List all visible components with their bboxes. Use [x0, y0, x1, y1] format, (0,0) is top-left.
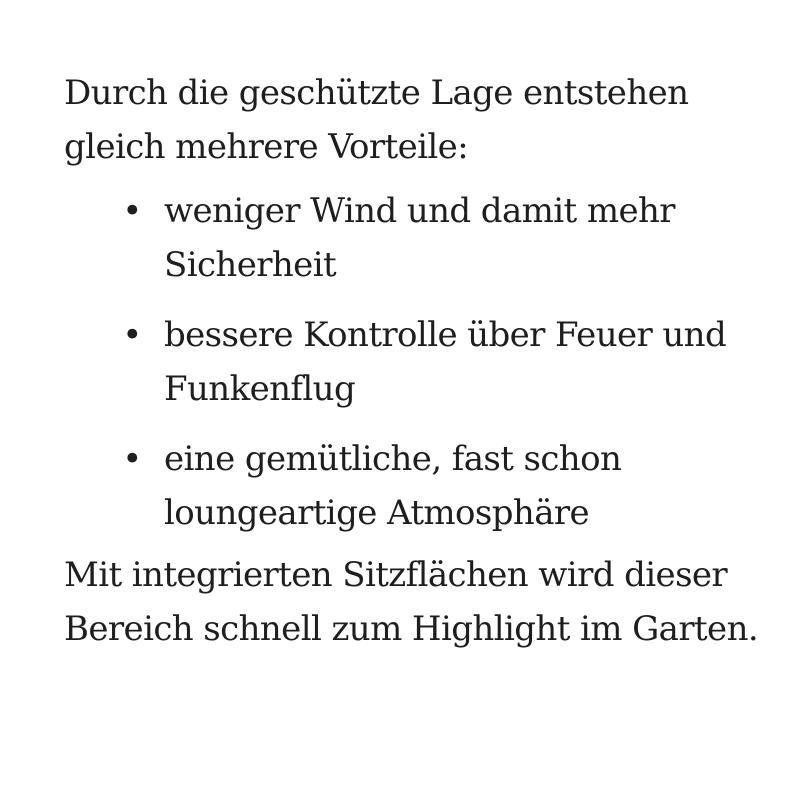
bullet-icon: •: [122, 315, 142, 355]
intro-paragraph: Durch die geschützte Lage entstehen gleich mehrere Vorteile:: [64, 73, 689, 167]
list-item: [64, 308, 764, 416]
list-item-text: eine gemütliche, fast schon loungeartige Atmosphäre: [164, 439, 622, 533]
list-item: [64, 184, 764, 292]
advantages-list: [64, 184, 764, 540]
bullet-icon: •: [122, 191, 142, 231]
bullet-icon: •: [122, 439, 142, 479]
list-item: [64, 432, 764, 540]
text-content: [64, 66, 764, 656]
outro-paragraph: Mit integrierten Sitzflächen wird dieser Bereich schnell zum Highlight im Garten.: [64, 555, 759, 649]
list-item-text: bessere Kontrolle über Feuer und Funkenflug: [164, 315, 727, 409]
list-item-text: weniger Wind und damit mehr Sicherheit: [164, 191, 675, 285]
